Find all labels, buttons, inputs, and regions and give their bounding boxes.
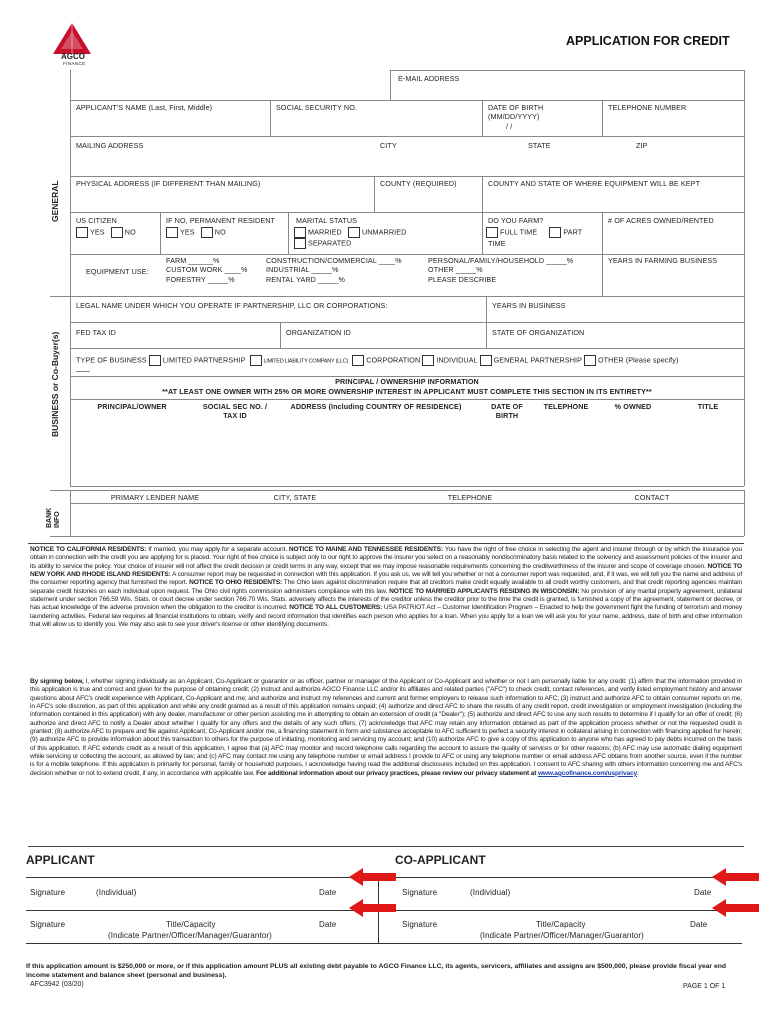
col-dob-line2: BIRTH [495, 411, 519, 420]
footer-note: If this application amount is $250,000 or more, or if this application amount PLUS all existing debt payable to AGCO Finance LLC, its agents, servicers, affiliates and assigns are $500,000, please provide fiscal year end income statement and balance sheet (personal and business). [26, 963, 727, 979]
privacy-link[interactable]: www.agcofinance.com/usprivacy [537, 769, 638, 777]
mailing-address-label: MAILING ADDRESS [76, 141, 144, 150]
coapp-date2-label: Date [690, 920, 708, 929]
sign-here-arrow-icon [712, 867, 760, 887]
section-label-bank: BANK INFO [46, 507, 61, 528]
coapp-indicate-label: (Indicate Partner/Officer/Manager/Guarantor) [480, 931, 644, 940]
telephone-label: TELEPHONE NUMBER [608, 103, 687, 112]
notices-paragraph: NOTICE TO CALIFORNIA RESIDENTS: If married, you may apply for a separate account. NOTICE TO MAINE AND TENNESSEE RESIDENTS: You have the right of free choice in selecting the agent and insurer through or by which the insurance you obtain in connection with the credit you are applying for is placed. Your right of free choice is subject only to our right to approve the insurer you select on a reasonably nondiscriminatory basis related to the solvency and assessment policies of the insurer and its ability to service the policy. Your choice of insurer will not affect the credit decision or credit terms in any way, except that we may impose reasonable requirements concerning the creditworthiness of the insurer and scope of coverage chosen. NOTICE TO NEW YORK AND RHODE ISLAND RESIDENTS: A consumer report may be requested in connection with this application. If you ask us, we will tell you whether or not a consumer report was requested, and, if it was, we will tell you the name and address of the consumer reporting agency that furnished the report. NOTICE TO OHIO RESIDENTS: The Ohio laws against discrimination require that all creditors make credit equally available to all credit worthy customers, and that credit reporting agencies maintain separate credit histories on each individual upon request. The Ohio civil rights commission administers compliance with this law. NOTICE TO MARRIED APPLICANTS RESIDING IN WISCONSIN: No provision of any marital property agreement, unilateral statement under section 766.59 Wis. Stats. or court decree under section 766.70 Wis. Stats. adversely affects the interests of the creditor unless the creditor prior to the time the credit is granted, is furnished a copy of the agreement, statement or decree, or has actual knowledge of the adverse provision when the obligation to the creditor is incurred. NOTICE TO ALL CUSTOMERS: USA PATRIOT Act – Customer Identification Program – Enacted to help the government fight the funding of terrorism and money laundering activities. Federal law requires all financial institutions to obtain, verify and record information that identifies each person who applies for a loan. When you apply for a loan we will ask you for your name, address, date of birth and other information that will allow us to identify you. We may also ask to see your driver's license or other identifying documents. [30, 546, 743, 629]
applicant-title-label: Title/Capacity [166, 920, 216, 929]
zip-label: ZIP [636, 141, 648, 150]
city-label: CITY [380, 141, 397, 150]
county-state-equipment-label: COUNTY AND STATE OF WHERE EQUIPMENT WILL BE KEPT [488, 179, 701, 188]
fed-tax-id-label: FED TAX ID [76, 328, 116, 337]
years-farming-label: YEARS IN FARMING BUSINESS [608, 256, 718, 265]
page-number: PAGE 1 OF 1 [683, 983, 726, 990]
applicant-name-label: APPLICANT'S NAME (Last, First, Middle) [76, 103, 213, 112]
applicant-individual-label: (Individual) [96, 888, 137, 897]
col-dob: DATE OF [491, 402, 523, 411]
marital-status-label: MARITAL STATUS [296, 216, 358, 225]
bank-contact-label: CONTACT [634, 493, 670, 502]
rental-yard-pct: RENTAL YARD _____% [266, 275, 346, 284]
coapp-title-label: Title/Capacity [536, 920, 586, 929]
section-label-business: BUSINESS or Co-Buyer(s) [50, 331, 60, 437]
us-citizen-options: YES NO [76, 227, 136, 238]
married-checkbox[interactable] [294, 227, 306, 238]
perm-resident-yes-checkbox[interactable] [166, 227, 178, 238]
applicant-heading: APPLICANT [26, 853, 95, 867]
sign-here-arrow-icon [349, 867, 397, 887]
section-label-general: GENERAL [50, 180, 60, 222]
general-partnership-checkbox[interactable] [480, 355, 492, 366]
applicant-indicate-label: (Indicate Partner/Officer/Manager/Guarantor) [108, 931, 272, 940]
authorization-paragraph: By signing below, I, whether signing individually as an Applicant, Co-Applicant or guarantor or as officer, partner or manager of the Applicant or Co-Applicant and whether or not I am personally liable for any credit: (1) affirm that the information provided in this application is true and correct and given for the purpose of obtaining credit; (2) instruct and authorize AGCO Finance LLC and/or its affiliates and related parties ("AFC") to check credit, contact references, and verify listed employment history and answer questions about AFC's credit experience with Applicant, Co-Applicant and me; and authorize and instruct my references and current and former employers to release such information to AFC; (3) instruct and authorize AFC to obtain consumer reports on me, in AFC's sole discretion, as part of this application and while any credit granted as a result of this application remains unpaid; (4) authorize and direct AFC to share the results of any credit report, credit investigation or employment investigation (including the information contained in this application) with any dealer, manufacturer or other person assisting me in attempting to obtain an extension of credit (a "Dealer"); (5) authorize and direct AFC to use any such results to determine if I qualify for an offer of credit; (6) authorize and direct AFC to notify a Dealer about whether I qualify for any offers and the details of any such offers; (7) acknowledge that AFC may retain any information obtained as part of the application process whether or not the requested credit is granted; (8) authorize AFC to prepare and file against Applicant, Co-Applicant and/or me, a financing statement in form and substance acceptable to AFC sufficient to perfect a security interest in collateral arising in connection with financing applied for herein; (9) authorize AFC to provide information about this transaction to others for the purpose of initiating, monitoring and servicing my account; and (10) authorize AFC to give a copy of this application to anyone who has agreed to pay debts incurred on the basis of this application. If AFC extends credit as a result of this application, I agree that (a) AFC may monitor and record telephone calls regarding the account to assure the quality of services or for other reasons; (b) AFC may use automatic dialing equipment while servicing or collecting the account, as allowed by law; and (c) AFC may contact me using any telephone number or email address I provide to AFC or using any telephone number or email address AFC obtains from another source, even if the number is for a mobile telephone. If this application is primarily for personal, family or household purposes, I acknowledge having read the additional disclosures included on this application. I consent to AFC sharing with others information concerning me and AFC's decision whether or not to extend credit, if any, in accordance with applicable law. For additional information about our privacy practices, please review our privacy statement at www.agcofinance.com/usprivacy. [30, 678, 742, 777]
dob-format-label: (MM/DD/YYYY) [488, 112, 540, 121]
sign-here-arrow-icon [349, 898, 397, 918]
perm-resident-label: IF NO, PERMANENT RESIDENT [166, 216, 275, 225]
equipment-use-label: EQUIPMENT USE: [86, 267, 149, 276]
perm-resident-no-checkbox[interactable] [201, 227, 213, 238]
sign-here-arrow-icon [712, 898, 760, 918]
coapp-individual-label: (Individual) [470, 888, 511, 897]
email-label: E-MAIL ADDRESS [398, 74, 460, 83]
years-business-label: YEARS IN BUSINESS [492, 301, 566, 310]
applicant-signature2-label: Signature [30, 920, 66, 929]
legal-name-label: LEGAL NAME UNDER WHICH YOU OPERATE IF PARTNERSHIP, LLC OR CORPORATIONS: [76, 301, 388, 310]
col-owned: % OWNED [614, 402, 652, 411]
us-citizen-yes-checkbox[interactable] [76, 227, 88, 238]
physical-address-label: PHYSICAL ADDRESS (IF DIFFERENT THAN MAILING) [76, 179, 261, 188]
bank-city-state-label: CITY, STATE [273, 493, 317, 502]
state-org-label: STATE OF ORGANIZATION [492, 328, 585, 337]
org-id-label: ORGANIZATION ID [286, 328, 351, 337]
coapp-signature2-label: Signature [402, 920, 438, 929]
separated-checkbox[interactable] [294, 238, 306, 249]
coapp-date-label: Date [694, 888, 712, 897]
full-time-checkbox[interactable] [486, 227, 498, 238]
col-address: ADDRESS (Including COUNTRY OF RESIDENCE) [290, 402, 462, 411]
col-ssn: SOCIAL SEC NO. / [202, 402, 268, 411]
ownership-title: PRINCIPAL / OWNERSHIP INFORMATION [335, 377, 479, 386]
acres-label: # OF ACRES OWNED/RENTED [608, 216, 714, 225]
part-time-checkbox[interactable] [549, 227, 561, 238]
perm-resident-options: YES NO [166, 227, 226, 238]
page-title: APPLICATION FOR CREDIT [566, 34, 730, 48]
other-type-checkbox[interactable] [584, 355, 596, 366]
state-label: STATE [528, 141, 551, 150]
farm-question-label: DO YOU FARM? [488, 216, 544, 225]
ownership-note: **AT LEAST ONE OWNER WITH 25% OR MORE OWNERSHIP INTEREST IN APPLICANT MUST COMPLETE THIS SECTION IN ITS ENTIRETY** [162, 387, 652, 396]
coapp-signature-label: Signature [402, 888, 438, 897]
forestry-pct: FORESTRY _____% [166, 275, 235, 284]
business-type-row: TYPE OF BUSINESS LIMITED PARTNERSHIP LIMITED LIABILITY COMPANY (LLC) CORPORATION INDIVIDUAL GENERAL PARTNERSHIP OTHER (Please specify) [76, 355, 679, 365]
other-pct: OTHER _____% [428, 265, 483, 274]
us-citizen-no-checkbox[interactable] [111, 227, 123, 238]
ssn-label: SOCIAL SECURITY NO. [276, 103, 357, 112]
please-describe: PLEASE DESCRIBE [428, 275, 497, 284]
separated-option: SEPARATED [294, 238, 351, 249]
farm-pct: FARM ______% [166, 256, 220, 265]
col-ssn-line2: TAX ID [223, 411, 247, 420]
applicant-signature-label: Signature [30, 888, 66, 897]
form-number: AFC3942 (03/20) [30, 981, 84, 988]
industrial-pct: INDUSTRIAL _____% [266, 265, 339, 274]
logo-text-finance: FINANCE [63, 61, 86, 66]
dob-slashes: / / [506, 122, 513, 131]
dob-label: DATE OF BIRTH [488, 103, 544, 112]
co-applicant-heading: CO-APPLICANT [395, 853, 486, 867]
corporation-checkbox[interactable] [352, 355, 364, 366]
applicant-date-label: Date [319, 888, 337, 897]
individual-checkbox[interactable] [422, 355, 434, 366]
logo-text-agco: AGCO [61, 52, 85, 61]
agco-logo [52, 22, 92, 66]
county-label: COUNTY (REQUIRED) [380, 179, 457, 188]
col-title: TITLE [697, 402, 719, 411]
custom-work-pct: CUSTOM WORK ____% [166, 265, 248, 274]
us-citizen-label: US CITIZEN [76, 216, 117, 225]
lp-checkbox[interactable] [149, 355, 161, 366]
personal-pct: PERSONAL/FAMILY/HOUSEHOLD _____% [428, 256, 574, 265]
llc-checkbox[interactable] [250, 355, 262, 366]
bank-telephone-label: TELEPHONE [447, 493, 493, 502]
construction-pct: CONSTRUCTION/COMMERCIAL ____% [266, 256, 402, 265]
col-telephone: TELEPHONE [543, 402, 589, 411]
farm-options: FULL TIME PART [486, 227, 582, 238]
agco-triangle-icon [52, 22, 92, 56]
applicant-date2-label: Date [319, 920, 337, 929]
time-label: TIME [488, 239, 506, 248]
marital-options: MARRIED UNMARRIED [294, 227, 406, 238]
lender-label: PRIMARY LENDER NAME [110, 493, 200, 502]
unmarried-checkbox[interactable] [348, 227, 360, 238]
col-principal: PRINCIPAL/OWNER [97, 402, 167, 411]
